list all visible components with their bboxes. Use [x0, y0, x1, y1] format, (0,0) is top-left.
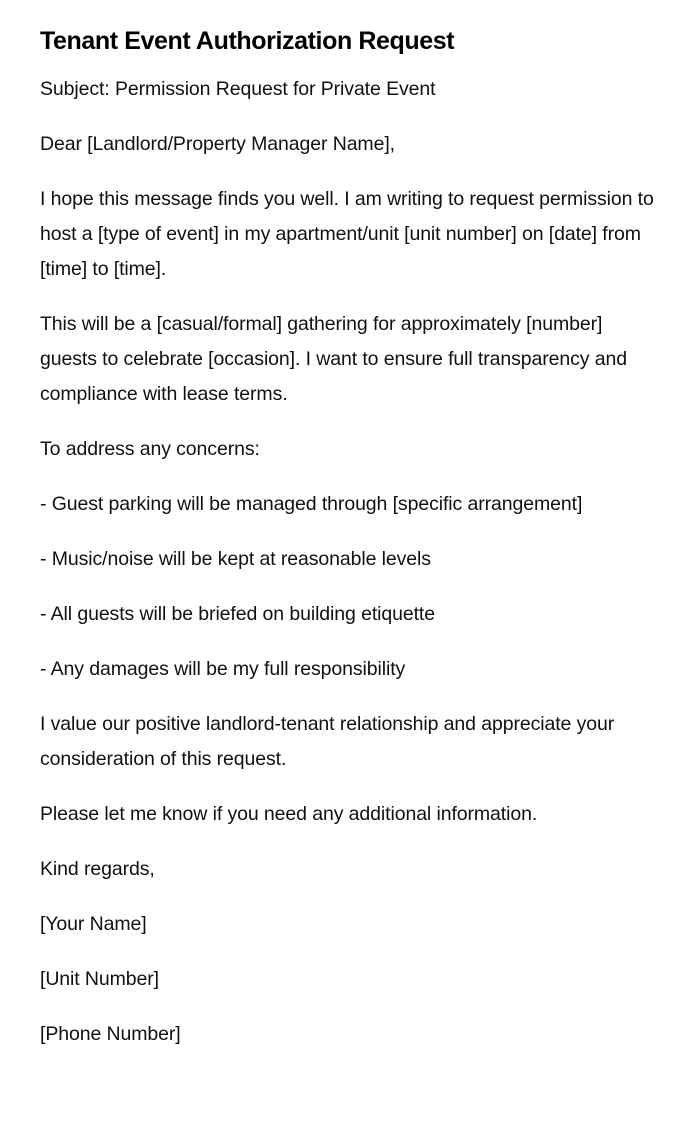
intro-paragraph: I hope this message finds you well. I am writing to request permission to host a [type of event] in my apartment/unit [unit number] on [date] from [time] to [time].	[40, 188, 654, 280]
closing-paragraph: I value our positive landlord-tenant relationship and appreciate your consideration of this request.	[40, 713, 615, 770]
list-item-noise: - Music/noise will be kept at reasonable levels	[40, 548, 431, 570]
concerns-heading: To address any concerns:	[40, 438, 260, 460]
sign-off: Kind regards,	[40, 858, 155, 880]
document-title: Tenant Event Authorization Request	[40, 27, 455, 55]
details-paragraph: This will be a [casual/formal] gathering for approximately [number] guests to celebrate [occasion]. I want to ensure full transparency and compliance with lease terms.	[40, 313, 628, 405]
additional-info-paragraph: Please let me know if you need any additional information.	[40, 803, 538, 825]
signature-unit: [Unit Number]	[40, 968, 159, 990]
list-item-parking: - Guest parking will be managed through [specific arrangement]	[40, 493, 583, 515]
list-item-etiquette: - All guests will be briefed on building etiquette	[40, 603, 435, 625]
subject-line: Subject: Permission Request for Private Event	[40, 78, 436, 100]
signature-name: [Your Name]	[40, 913, 147, 935]
signature-phone: [Phone Number]	[40, 1023, 181, 1045]
list-item-damages: - Any damages will be my full responsibility	[40, 658, 406, 680]
salutation: Dear [Landlord/Property Manager Name],	[40, 133, 395, 155]
